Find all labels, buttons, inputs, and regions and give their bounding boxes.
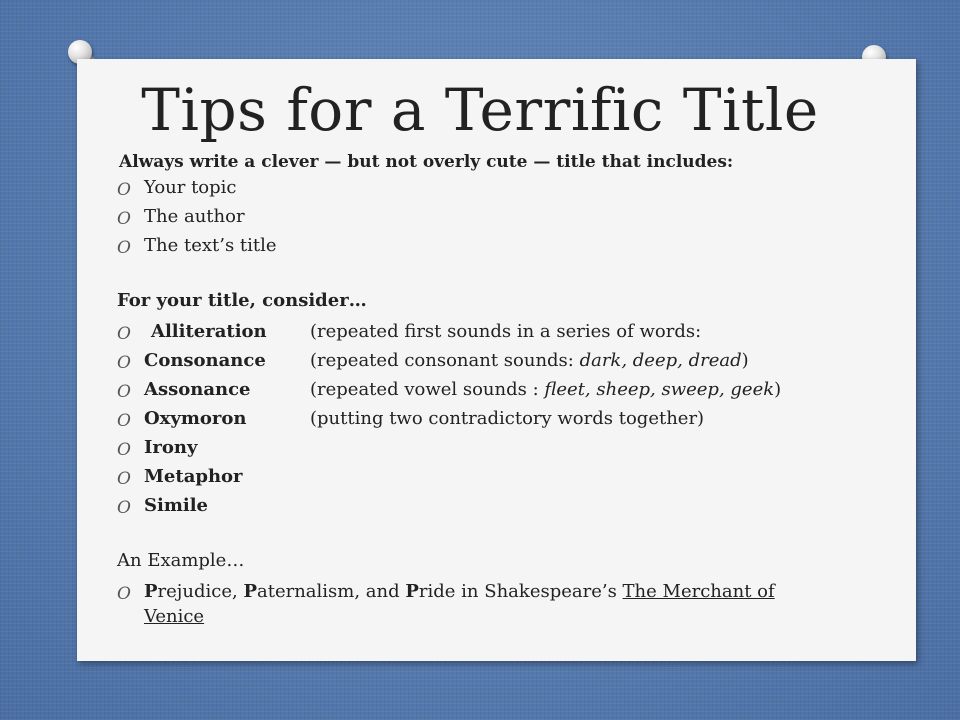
bullet-icon: O: [117, 382, 131, 402]
device-description: (putting two contradictory words together): [310, 408, 705, 429]
slide-title: Tips for a Terrific Title: [141, 76, 819, 144]
device-description: (repeated first sounds in a series of words:: [310, 321, 702, 342]
device-term: Oxymoron: [144, 408, 247, 429]
device-term: Consonance: [144, 350, 266, 371]
example-text: Prejudice, Paternalism, and Pride in Shakespeare’s The Merchant of: [144, 581, 775, 602]
bullet-icon: O: [117, 498, 131, 518]
example-heading: An Example…: [117, 550, 245, 571]
device-term: Irony: [144, 437, 198, 458]
bullet-icon: O: [117, 440, 131, 460]
device-term: Metaphor: [144, 466, 243, 487]
device-description: (repeated consonant sounds: dark, deep, dread): [310, 350, 749, 371]
bullet-icon: O: [117, 209, 131, 229]
bullet-icon: O: [117, 584, 131, 604]
device-description: (repeated vowel sounds : fleet, sheep, sweep, geek): [310, 379, 782, 400]
work-title-continued: Venice: [144, 606, 205, 627]
device-term: Assonance: [144, 379, 251, 400]
work-title: The Merchant of: [622, 581, 775, 602]
list-item: Your topic: [144, 177, 237, 198]
bullet-icon: O: [117, 469, 131, 489]
bullet-icon: O: [117, 353, 131, 373]
consider-heading: For your title, consider…: [117, 290, 367, 311]
bullet-icon: O: [117, 411, 131, 431]
bullet-icon: O: [117, 324, 131, 344]
device-term: Alliteration: [151, 321, 267, 342]
list-item: The author: [144, 206, 245, 227]
bullet-icon: O: [117, 238, 131, 258]
bullet-icon: O: [117, 180, 131, 200]
device-term: Simile: [144, 495, 209, 516]
list-item: The text’s title: [144, 235, 277, 256]
intro-text: Always write a clever — but not overly cute — title that includes:: [119, 152, 734, 172]
